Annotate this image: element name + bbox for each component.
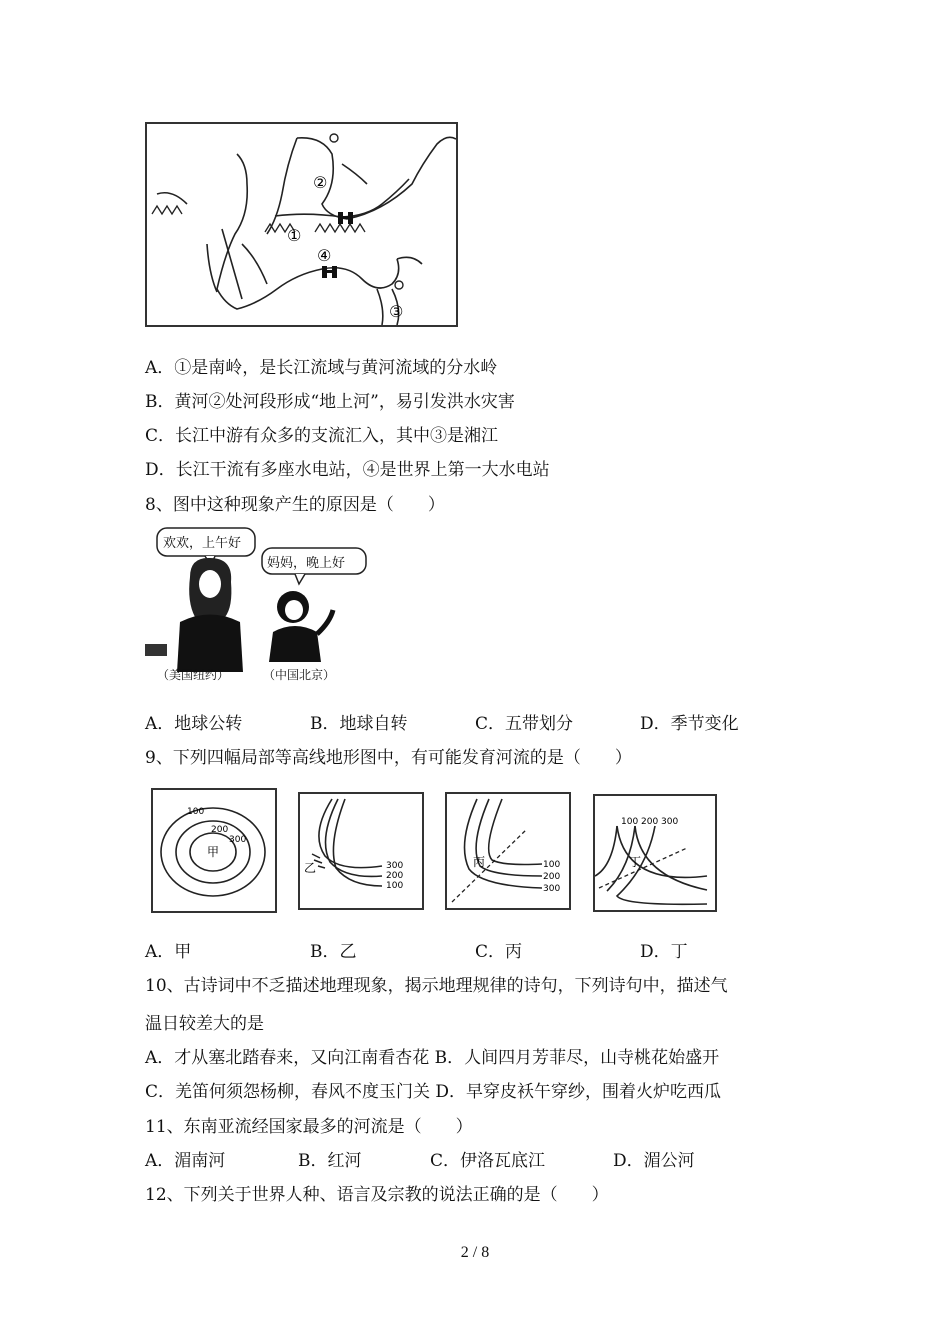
contour-drawing-ding: [595, 796, 715, 910]
q9-option-c: C．丙: [475, 942, 523, 962]
map-label-3: ③: [389, 302, 404, 321]
contour-map-yi: [298, 792, 424, 910]
contour-map-jia: [151, 788, 277, 913]
caption-beijing: （中国北京）: [263, 668, 336, 682]
contour-drawing-bing: [447, 794, 569, 908]
phone-call-cartoon: [145, 522, 370, 690]
label-200: 200: [641, 817, 659, 827]
china-rivers-map: [145, 122, 458, 327]
map-label-4: ④: [317, 246, 332, 265]
label-jia: 甲: [207, 845, 220, 859]
speech-bubble-left: 欢欢，上午好: [163, 536, 242, 551]
map-label-2: ②: [313, 173, 328, 192]
map-drawing: [147, 124, 456, 325]
label-100: 100: [621, 817, 639, 827]
q10-option-line1: A．才从塞北踏春来，又向江南看杏花 B．人间四月芳菲尽，山寺桃花始盛开: [145, 1048, 720, 1068]
label-100: 100: [386, 881, 404, 891]
q11-option-b: B．红河: [298, 1151, 362, 1171]
label-300: 300: [543, 884, 561, 894]
q8-option-b: B．地球自转: [310, 714, 408, 734]
page-number: 2 / 8: [460, 1244, 490, 1261]
q7-option-d: D．长江干流有多座水电站，④是世界上第一大水电站: [145, 460, 550, 480]
q11-stem: 11、东南亚流经国家最多的河流是（ ）: [145, 1117, 473, 1137]
q10-option-line2: C．羌笛何须怨杨柳，春风不度玉门关 D．早穿皮袄午穿纱，围着火炉吃西瓜: [145, 1082, 722, 1102]
q9-option-d: D．丁: [640, 942, 688, 962]
q11-option-a: A．湄南河: [145, 1151, 226, 1171]
caption-new-york: （美国纽约）: [157, 668, 230, 682]
q9-option-b: B．乙: [310, 942, 357, 962]
contour-map-bing: [445, 792, 571, 910]
label-300: 300: [661, 817, 679, 827]
label-ding: 丁: [629, 855, 642, 869]
q8-stem: 8、图中这种现象产生的原因是（ ）: [145, 495, 445, 515]
q11-option-d: D．湄公河: [613, 1151, 695, 1171]
q7-option-b: B．黄河②处河段形成“地上河”，易引发洪水灾害: [145, 392, 515, 412]
q7-option-c: C．长江中游有众多的支流汇入，其中③是湘江: [145, 426, 499, 446]
label-bing: 丙: [473, 855, 486, 869]
label-200: 200: [543, 872, 561, 882]
label-300: 300: [229, 835, 247, 845]
q12-stem: 12、下列关于世界人种、语言及宗教的说法正确的是（ ）: [145, 1185, 609, 1205]
q11-option-c: C．伊洛瓦底江: [430, 1151, 546, 1171]
contour-map-ding: [593, 794, 717, 912]
label-100: 100: [543, 860, 561, 870]
label-yi: 乙: [304, 861, 317, 875]
contour-drawing-yi: [300, 794, 422, 908]
label-200: 200: [211, 825, 229, 835]
label-100: 100: [187, 807, 205, 817]
label-200: 200: [386, 871, 404, 881]
contour-drawing-jia: [153, 790, 275, 911]
speech-bubble-right: 妈妈，晚上好: [267, 556, 346, 571]
q7-option-a: A．①是南岭，是长江流域与黄河流域的分水岭: [145, 358, 498, 378]
q8-option-d: D．季节变化: [640, 714, 739, 734]
map-label-1: ①: [287, 226, 302, 245]
q9-stem: 9、下列四幅局部等高线地形图中，有可能发育河流的是（ ）: [145, 748, 632, 768]
q10-stem-line1: 10、古诗词中不乏描述地理现象，揭示地理规律的诗句，下列诗句中，描述气: [145, 976, 728, 996]
q8-option-c: C．五带划分: [475, 714, 574, 734]
q10-stem-line2: 温日较差大的是: [145, 1014, 264, 1034]
q8-option-a: A．地球公转: [145, 714, 243, 734]
label-300: 300: [386, 861, 404, 871]
q9-option-a: A．甲: [145, 942, 192, 962]
